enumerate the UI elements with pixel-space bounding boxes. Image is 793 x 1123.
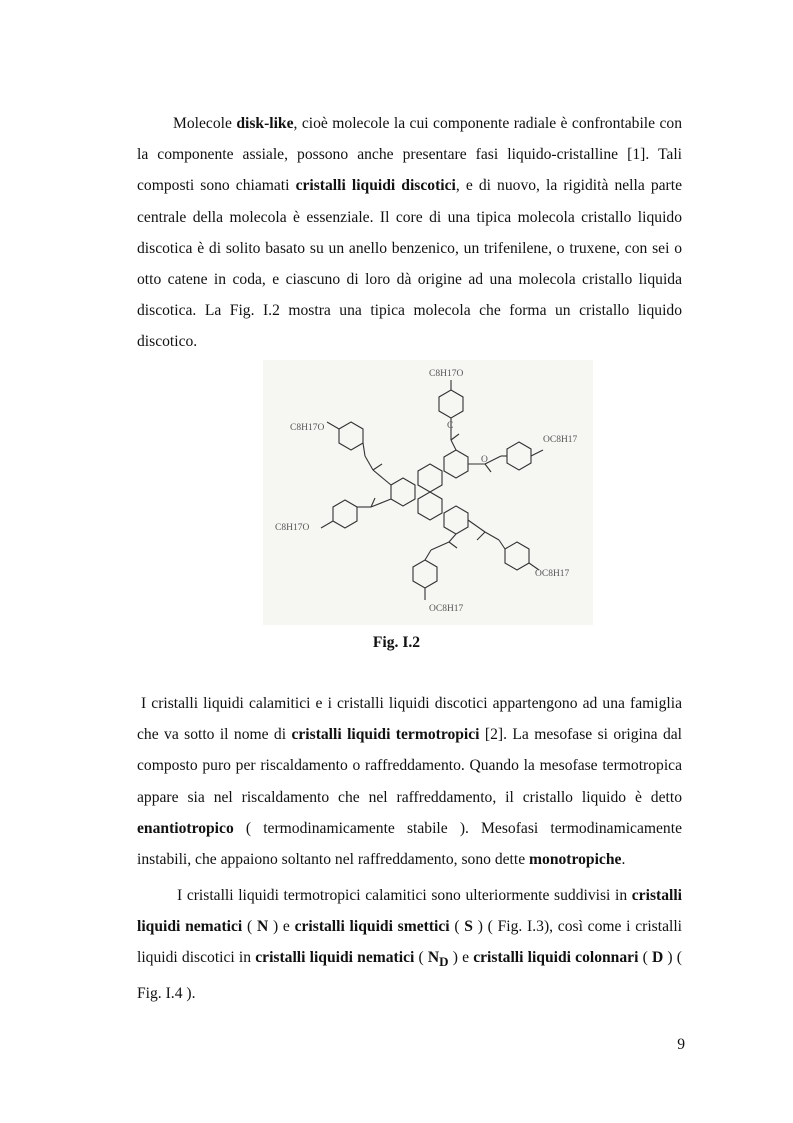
- text: I cristalli liquidi calamitici e i cristalli liquidi discotici appartengono ad una famiglia che va sotto il nome di: [137, 695, 682, 744]
- figure-caption: Fig. I.2: [372, 634, 421, 651]
- text: (: [638, 949, 652, 967]
- paragraph-discotic-intro: [137, 108, 682, 358]
- term-monotropic: monotropiche: [529, 851, 622, 869]
- symbol-n-letter: N: [427, 949, 440, 967]
- triphenylene-structure-diagram: [263, 360, 593, 625]
- page-number: 9: [677, 1036, 685, 1053]
- label-lower-right: OC8H17: [535, 569, 570, 579]
- text: ( termodinamicamente stabile ). Mesofasi termodinamicamente instabili, che appaiono soltanto nel raffreddamento, sono dette: [137, 819, 682, 869]
- text: ) ( Fig. I.4 ).: [137, 949, 682, 1002]
- label-oxygen: O: [481, 455, 488, 465]
- term-disk-like: disk-like: [236, 115, 294, 132]
- text: [2]. La mesofase si origina dal composto puro per riscaldamento o raffreddamento. Quando la mesofase termotropica appare sia nel riscaldamento che nel raffreddamento, il cristallo liquido è detto: [137, 726, 683, 806]
- term-discotic: cristalli liquidi discotici: [295, 177, 456, 195]
- term-thermotropic: cristalli liquidi termotropici: [291, 726, 480, 744]
- text: ) ( Fig. I.3), così come i cristalli liquidi discotici in: [137, 918, 683, 967]
- text: ) e: [448, 949, 474, 967]
- text: (: [242, 918, 257, 936]
- symbol-d-subscript: D: [439, 954, 449, 970]
- term-columnar: cristalli liquidi colonnari: [473, 949, 639, 967]
- text: , e di nuovo, la rigidità nella parte centrale della molecola è essenziale. Il core di una tipica molecola cristallo liquido discotica è di solito basato su un anello benzenico, un trifenilene, o truxene, con sei o otto catene in coda, e ciascuno di loro dà origine ad una molecola cristallo liquida discotica. La Fig. I.2 mostra una tipica molecola che forma un cristallo liquido discotico.: [137, 177, 682, 351]
- text: I cristalli liquidi termotropici calamitici sono ulteriormente suddivisi in: [177, 887, 632, 904]
- text: , cioè molecole la cui componente radiale è confrontabile con la componente assiale, possono anche presentare fasi liquido-cristalline [1]. Tali composti sono chiamati: [137, 115, 682, 195]
- symbol-n: N: [256, 918, 269, 936]
- text: Molecole: [173, 115, 237, 132]
- molecule-figure: [263, 360, 593, 625]
- text: (: [414, 949, 428, 967]
- term-enantiotropic: enantiotropico: [137, 819, 234, 837]
- label-bottom: OC8H17: [429, 604, 464, 614]
- paragraph-thermotropic: [137, 688, 682, 875]
- symbol-d: D: [651, 949, 664, 967]
- paragraph-classification: [137, 880, 682, 1009]
- label-carbon: C: [447, 421, 454, 431]
- symbol-s: S: [464, 918, 473, 936]
- symbol-nd: [427, 949, 449, 970]
- text: (: [449, 918, 465, 936]
- text: .: [621, 851, 626, 869]
- label-lower-left: C8H17O: [275, 523, 310, 533]
- label-right: OC8H17: [543, 435, 578, 445]
- text: ) e: [268, 918, 295, 936]
- term-nematic: cristalli liquidi nematici: [137, 887, 682, 936]
- term-nematic-discotic: cristalli liquidi nematici: [255, 949, 415, 967]
- label-top: C8H17O: [429, 369, 464, 379]
- term-smectic: cristalli liquidi smettici: [294, 918, 450, 936]
- label-upper-left: C8H17O: [290, 423, 325, 433]
